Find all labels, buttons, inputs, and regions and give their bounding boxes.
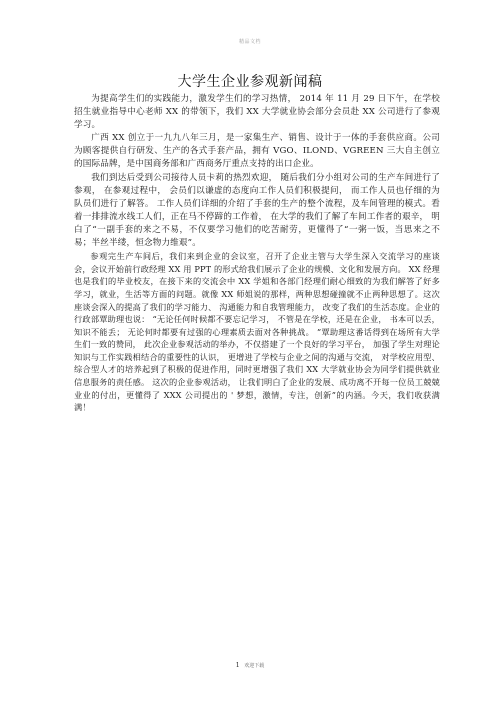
document-title: 大学生企业参观新闻稿 — [177, 74, 323, 91]
paragraph-intro: 为提高学生们的实践能力，激发学生们的学习热情， 2014 年 11 月 29 日下午，在学校招生就业指导中心老师 XX 的带领下，我们 XX 大学就业协会部分会员赴 XX 公司进行了参观学习。 — [74, 94, 440, 131]
page-footer — [0, 662, 500, 669]
page-number: 1 — [235, 662, 240, 669]
paragraph-company: 广西 XX 创立于一九九八年三月，是一家集生产、销售、设计于一体的手套供应商。公司为顾客提供自行研发、生产的各式手套产品，拥有 VGO、ILOND、VGREEN 三大自主创立的国际品牌，是中国商务部和广西商务厅重点支持的出口企业。 — [74, 133, 440, 170]
paragraph-meeting: 参观完生产车间后，我们来到企业的会议室，召开了企业主管与大学生深入交流学习的座谈会，会议开始前行政经理 XX 用 PPT 的形式给我们展示了企业的规模、文化和发展方向。 XX 经理也是我们的毕业校友，在接下来的交流会中 XX 学姐和各部门经理们耐心细致的为我们解答了好多学习，就业，生活等方面的问题。就像 XX 师姐说的那样，两种思想碰撞就不止两种思想了。这次座谈会深入的提高了我们的学习能力、 沟通能力和自我管理能力， 改变了我们的生活态度。企业的行政部覃助理也说： “无论任何时候都不要忘记学习， 不管是在学校，还是在企业， 书本可以丢， 知识不能丢； 无论何时都要有过强的心理素质去面对各种挑战。 ”覃助理这番话得到在场所有大学生们一致的赞同， 此次企业参观活动的举办，不仅搭建了一个良好的学习平台， 加强了学生对理论知识与工作实践相结合的重要性的认识， 更增进了学校与企业之间的沟通与交流， 对学校应用型、综合型人才的培养起到了积极的促进作用，同时更增强了我们 XX 大学就业协会为同学们提供就业信息服务的责任感。 这次的企业参观活动， 让我们明白了企业的发展、成功离不开每一位员工兢兢业业的付出，更懂得了 XXX 公司提出的 ' 梦想，激情，专注，创新”的内涵。今天，我们收获满满！ — [74, 251, 440, 413]
paragraph-visit: 我们到达后受到公司接待人员卡莉的热烈欢迎， 随后我们分小组对公司的生产车间进行了参观， 在参观过程中， 会员们以谦虚的态度向工作人员们积极提问， 而工作人员也仔细的为队员们进行了解答。 工作人员们详细的介绍了手套的生产的整个流程，及车间管理的模式。看着一排排流水线工人们，正在马不停蹄的工作着， 在大学的我们了解了车间工作者的艰辛， 明白了“一副手套的来之不易，不仅要学习他们的吃苦耐劳，更懂得了“一粥一饭，当思来之不易；半丝半缕，恒念物力维艰”。 — [74, 172, 440, 249]
footer-label: 欢迎下载 — [244, 663, 265, 669]
article-body — [74, 93, 440, 414]
header-watermark: 精品文档 — [238, 39, 261, 45]
